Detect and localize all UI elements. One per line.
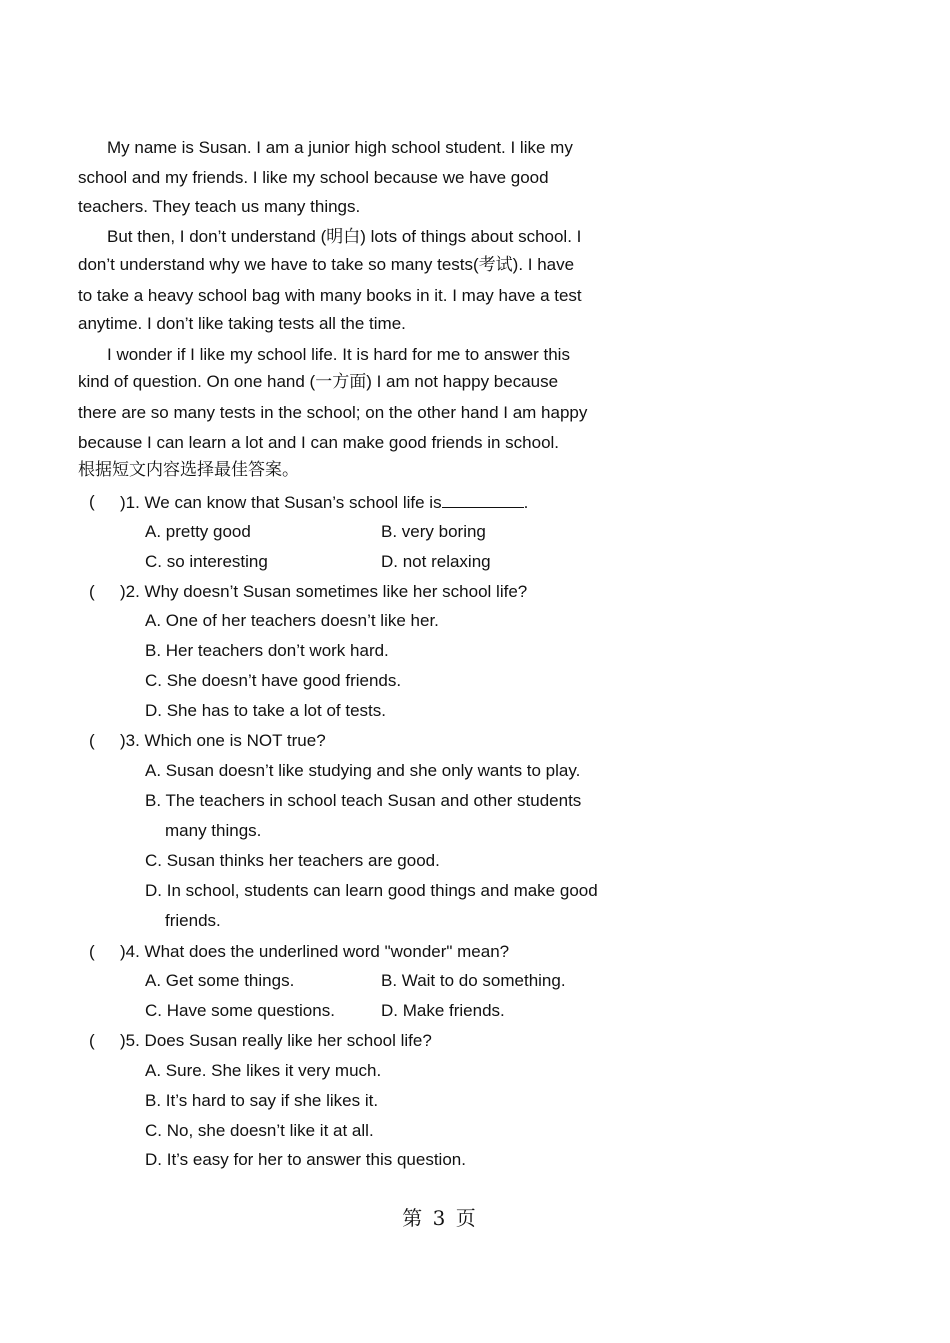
option: A. Sure. She likes it very much. xyxy=(145,1061,382,1080)
question-stem xyxy=(120,491,528,514)
passage-line: to take a heavy school bag with many books in it. I may have a test xyxy=(78,286,582,305)
passage-line: My name is Susan. I am a junior high school student. I like my xyxy=(107,138,573,157)
question-stem: )5. Does Susan really like her school life? xyxy=(120,1031,432,1050)
passage-line: because I can learn a lot and I can make good friends in school. xyxy=(78,433,560,452)
option: A. Susan doesn’t like studying and she only wants to play. xyxy=(145,761,581,780)
option: D. not relaxing xyxy=(381,552,491,571)
option: B. The teachers in school teach Susan and other students xyxy=(145,791,582,810)
answer-paren: ( xyxy=(89,942,95,961)
option: A. One of her teachers doesn’t like her. xyxy=(145,611,439,630)
option: D. Make friends. xyxy=(381,1001,505,1020)
answer-blank xyxy=(442,491,524,508)
passage-line: teachers. They teach us many things. xyxy=(78,197,361,216)
passage-line: But then, I don’t understand (明白) lots of things about school. I xyxy=(107,227,582,246)
passage-line: school and my friends. I like my school because we have good xyxy=(78,168,549,187)
question-stem: )2. Why doesn’t Susan sometimes like her school life? xyxy=(120,582,528,601)
option: C. No, she doesn’t like it at all. xyxy=(145,1121,374,1140)
question-text: )1. We can know that Susan’s school life is xyxy=(120,493,442,512)
option: D. It’s easy for her to answer this question. xyxy=(145,1150,466,1169)
passage-line: anytime. I don’t like taking tests all the time. xyxy=(78,314,406,333)
option: B. very boring xyxy=(381,522,486,541)
option: D. In school, students can learn good things and make good xyxy=(145,881,598,900)
instruction: 根据短文内容选择最佳答案。 xyxy=(78,460,299,480)
option-continued: many things. xyxy=(165,821,262,840)
passage-line: there are so many tests in the school; on the other hand I am happy xyxy=(78,403,588,422)
option: B. It’s hard to say if she likes it. xyxy=(145,1091,379,1110)
option: B. Wait to do something. xyxy=(381,971,566,990)
option: C. so interesting xyxy=(145,552,268,571)
question-end: . xyxy=(523,493,529,512)
option: C. She doesn’t have good friends. xyxy=(145,671,402,690)
option: D. She has to take a lot of tests. xyxy=(145,701,386,720)
question-stem: )3. Which one is NOT true? xyxy=(120,731,326,750)
option: A. Get some things. xyxy=(145,971,295,990)
answer-paren: ( xyxy=(89,492,95,511)
answer-paren: ( xyxy=(89,731,95,750)
option: C. Susan thinks her teachers are good. xyxy=(145,851,440,870)
answer-paren: ( xyxy=(89,582,95,601)
option: B. Her teachers don’t work hard. xyxy=(145,641,389,660)
answer-paren: ( xyxy=(89,1031,95,1050)
option: C. Have some questions. xyxy=(145,1001,335,1020)
option: A. pretty good xyxy=(145,522,251,541)
page-number: 第 3 页 xyxy=(402,1206,478,1230)
option-continued: friends. xyxy=(165,911,221,930)
question-stem: )4. What does the underlined word "wonder" mean? xyxy=(120,942,510,961)
passage-line: I wonder if I like my school life. It is hard for me to answer this xyxy=(107,345,570,364)
passage-line: don’t understand why we have to take so many tests(考试). I have xyxy=(78,255,575,274)
passage-line: kind of question. On one hand (一方面) I am not happy because xyxy=(78,372,559,391)
